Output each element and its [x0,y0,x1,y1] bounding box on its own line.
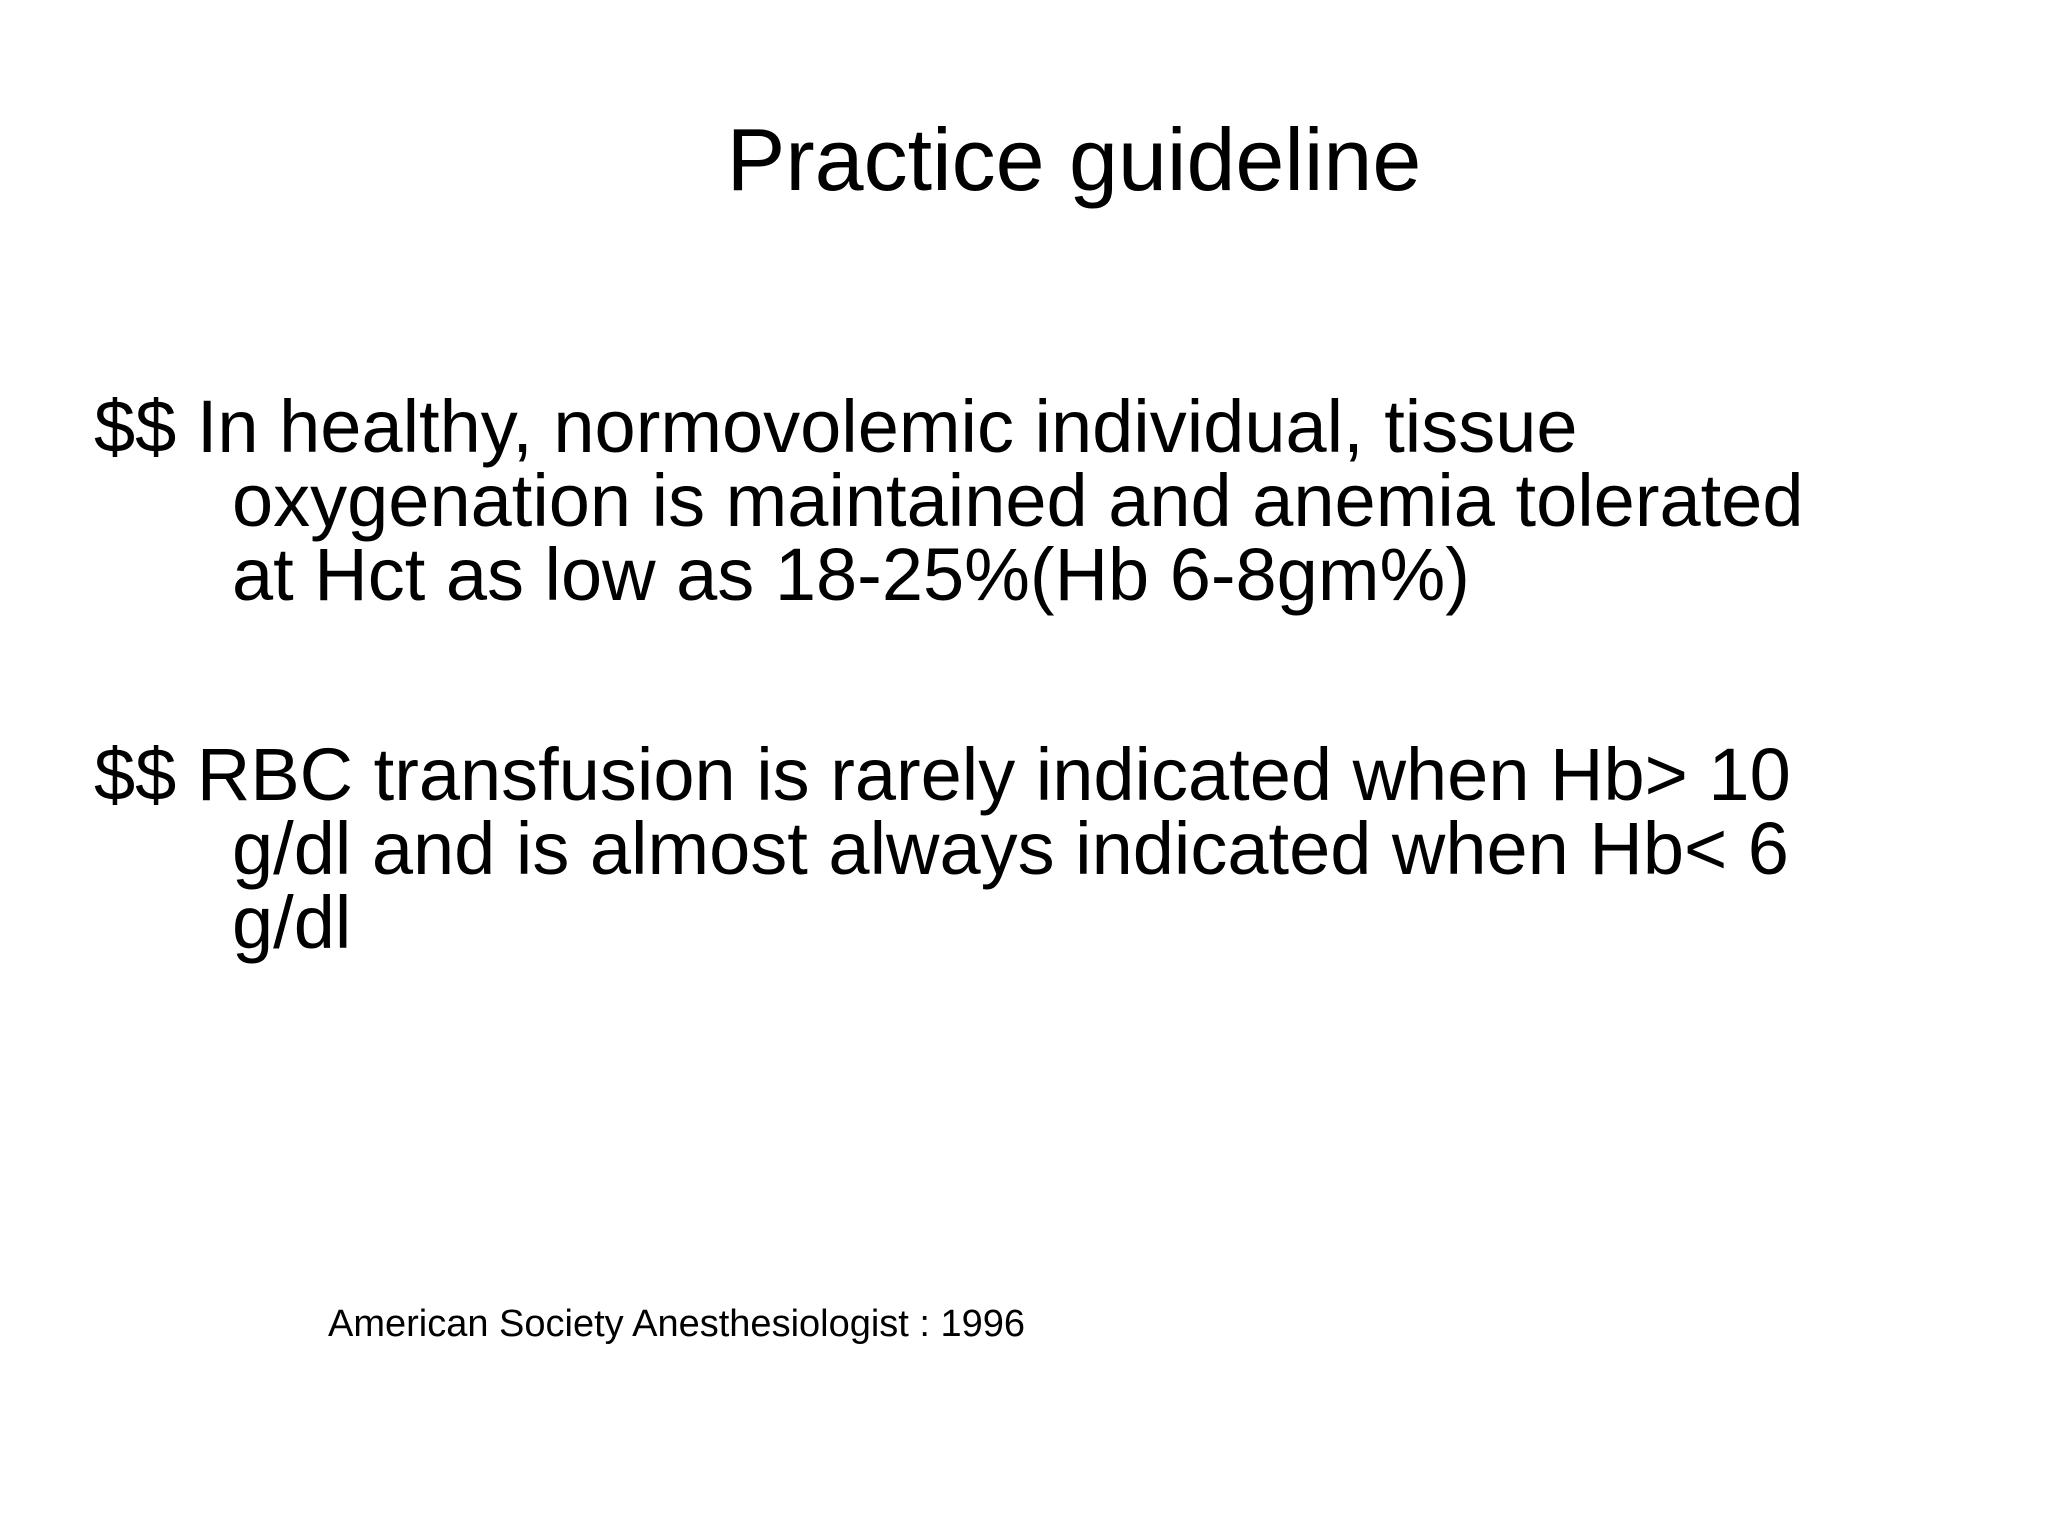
bullet-line [94,385,1994,468]
bullet-line: at Hct as low as 18-25%(Hb 6-8gm%) [232,533,1470,616]
bullet-item [94,733,1994,964]
slide-title: Practice guideline [726,110,1422,209]
bullet-text: In healthy, normovolemic individual, tissue [176,385,1578,468]
bullet-line: g/dl and is almost always indicated when Hb< 6 [232,807,1789,890]
bullet-marker: $$ [94,385,177,468]
bullet-text: RBC transfusion is rarely indicated when Hb> 10 [176,733,1791,816]
bullet-item [94,385,1994,616]
bullet-line [94,733,1994,816]
bullet-marker: $$ [94,733,177,816]
bullet-line: g/dl [232,881,352,964]
bullet-line: oxygenation is maintained and anemia tolerated [232,459,1804,542]
citation: American Society Anesthesiologist : 1996 [328,1303,1026,1345]
